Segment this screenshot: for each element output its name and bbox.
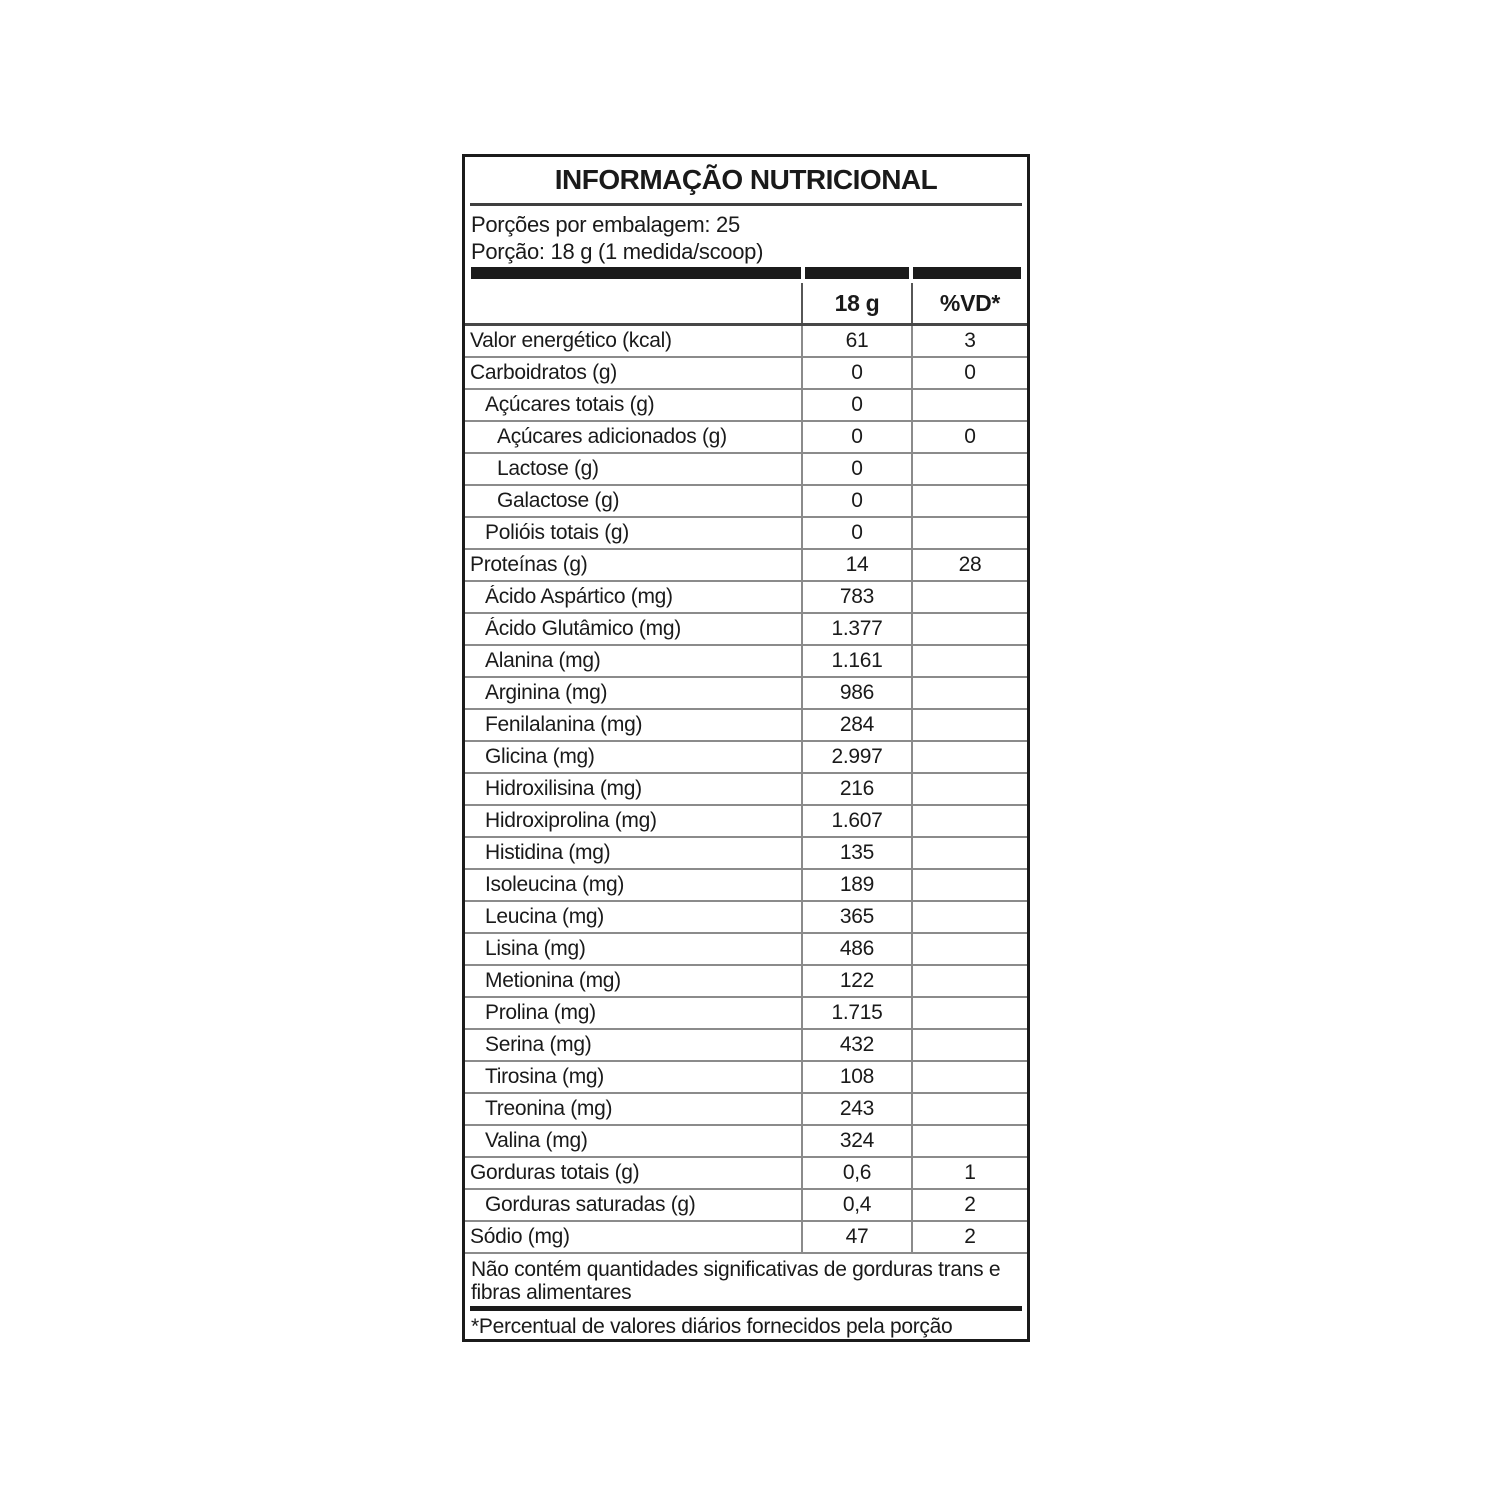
row-label: Leucina (mg) — [485, 905, 604, 929]
servings-per-package: Porções por embalagem: 25 — [471, 211, 740, 237]
row-label: Tirosina (mg) — [485, 1065, 605, 1089]
row-amount: 0 — [801, 358, 913, 388]
note-no-significant-amounts: Não contém quantidades significativas de gorduras trans e fibras alimentares — [471, 1258, 1001, 1305]
header-dv-cell: %VD* — [939, 289, 1001, 316]
row-dv — [913, 582, 1027, 612]
nutrition-facts-label — [462, 154, 1030, 1342]
table-row — [465, 326, 1027, 358]
table-row — [465, 550, 1027, 582]
row-label: Histidina (mg) — [485, 841, 611, 865]
row-dv — [913, 934, 1027, 964]
row-dv — [913, 870, 1027, 900]
separator-bar — [471, 267, 1021, 279]
row-label: Lisina (mg) — [485, 937, 586, 961]
row-dv — [913, 966, 1027, 996]
row-label: Valina (mg) — [485, 1129, 588, 1153]
table-row — [465, 806, 1027, 838]
row-dv — [913, 774, 1027, 804]
row-label: Metionina (mg) — [485, 969, 621, 993]
row-amount: 0 — [801, 454, 913, 484]
table-row — [465, 774, 1027, 806]
table-row — [465, 710, 1027, 742]
table-row — [465, 902, 1027, 934]
table-body — [465, 326, 1027, 1254]
note-daily-values: *Percentual de valores diários fornecidos pela porção — [471, 1315, 953, 1338]
row-label: Gorduras totais (g) — [470, 1161, 640, 1185]
table-row — [465, 518, 1027, 550]
row-amount: 1.161 — [801, 646, 913, 676]
row-dv — [913, 454, 1027, 484]
row-label: Fenilalanina (mg) — [485, 713, 643, 737]
row-label: Galactose (g) — [497, 489, 620, 513]
table-row — [465, 390, 1027, 422]
row-label: Serina (mg) — [485, 1033, 592, 1057]
table-row — [465, 1190, 1027, 1222]
row-amount: 0 — [801, 390, 913, 420]
row-amount: 0,6 — [801, 1158, 913, 1188]
row-amount: 2.997 — [801, 742, 913, 772]
row-amount: 14 — [801, 550, 913, 580]
row-amount: 1.377 — [801, 614, 913, 644]
row-label: Valor energético (kcal) — [470, 329, 672, 353]
row-amount: 284 — [801, 710, 913, 740]
table-row — [465, 582, 1027, 614]
row-label: Sódio (mg) — [470, 1225, 570, 1249]
row-amount: 0 — [801, 486, 913, 516]
row-dv — [913, 838, 1027, 868]
table-row — [465, 934, 1027, 966]
table-row — [465, 1030, 1027, 1062]
row-amount: 189 — [801, 870, 913, 900]
row-label: Açúcares totais (g) — [485, 393, 655, 417]
row-amount: 122 — [801, 966, 913, 996]
row-label: Alanina (mg) — [485, 649, 601, 673]
row-dv — [913, 1094, 1027, 1124]
row-dv: 0 — [964, 425, 976, 449]
row-amount: 108 — [801, 1062, 913, 1092]
table-row — [465, 998, 1027, 1030]
row-dv — [913, 998, 1027, 1028]
table-header-row — [465, 283, 1027, 327]
table-row — [465, 1062, 1027, 1094]
row-amount: 216 — [801, 774, 913, 804]
row-amount: 1.607 — [801, 806, 913, 836]
row-dv — [913, 1030, 1027, 1060]
row-dv — [913, 390, 1027, 420]
row-amount: 47 — [801, 1222, 913, 1252]
row-amount: 324 — [801, 1126, 913, 1156]
row-label: Hidroxilisina (mg) — [485, 777, 642, 801]
table-row — [465, 646, 1027, 678]
row-amount: 0 — [801, 518, 913, 548]
serving-size: Porção: 18 g (1 medida/scoop) — [471, 238, 764, 264]
row-dv — [913, 678, 1027, 708]
row-label: Isoleucina (mg) — [485, 873, 625, 897]
row-dv — [913, 902, 1027, 932]
label-title-block — [465, 157, 1027, 203]
row-label: Açúcares adicionados (g) — [497, 425, 727, 449]
row-dv: 2 — [964, 1193, 976, 1217]
row-amount: 0,4 — [801, 1190, 913, 1220]
table-row — [465, 838, 1027, 870]
table-row — [465, 422, 1027, 454]
row-dv: 28 — [958, 553, 982, 577]
row-label: Hidroxiprolina (mg) — [485, 809, 657, 833]
row-dv — [913, 1062, 1027, 1092]
table-row — [465, 1126, 1027, 1158]
row-dv — [913, 710, 1027, 740]
row-dv — [913, 518, 1027, 548]
serving-info — [465, 206, 1027, 265]
table-row — [465, 454, 1027, 486]
header-amount-cell: 18 g — [801, 283, 913, 324]
row-amount: 365 — [801, 902, 913, 932]
row-dv — [913, 742, 1027, 772]
row-amount: 0 — [801, 422, 913, 452]
row-dv — [913, 614, 1027, 644]
table-row — [465, 1094, 1027, 1126]
row-dv: 3 — [964, 329, 976, 353]
table-row — [465, 486, 1027, 518]
row-label: Ácido Aspártico (mg) — [485, 585, 673, 609]
row-dv — [913, 646, 1027, 676]
row-dv: 0 — [964, 361, 976, 385]
row-label: Arginina (mg) — [485, 681, 608, 705]
row-dv — [913, 1126, 1027, 1156]
table-row — [465, 614, 1027, 646]
row-label: Treonina (mg) — [485, 1097, 613, 1121]
row-amount: 243 — [801, 1094, 913, 1124]
row-amount: 1.715 — [801, 998, 913, 1028]
row-amount: 432 — [801, 1030, 913, 1060]
row-dv — [913, 806, 1027, 836]
row-amount: 135 — [801, 838, 913, 868]
table-row — [465, 678, 1027, 710]
row-label: Proteínas (g) — [470, 553, 588, 577]
row-dv: 1 — [964, 1161, 976, 1185]
row-amount: 61 — [801, 326, 913, 356]
separator-bar-segment — [471, 267, 801, 279]
separator-bar-segment — [805, 267, 909, 279]
row-label: Prolina (mg) — [485, 1001, 596, 1025]
row-label: Gorduras saturadas (g) — [485, 1193, 696, 1217]
row-label: Glicina (mg) — [485, 745, 595, 769]
table-row — [465, 358, 1027, 390]
table-row — [465, 1222, 1027, 1254]
row-label: Lactose (g) — [497, 457, 599, 481]
row-amount: 486 — [801, 934, 913, 964]
row-amount: 986 — [801, 678, 913, 708]
row-label: Carboidratos (g) — [470, 361, 617, 385]
row-label: Ácido Glutâmico (mg) — [485, 617, 681, 641]
table-row — [465, 870, 1027, 902]
row-amount: 783 — [801, 582, 913, 612]
table-row — [465, 966, 1027, 998]
label-title: INFORMAÇÃO NUTRICIONAL — [554, 163, 938, 195]
row-dv: 2 — [964, 1225, 976, 1249]
row-dv — [913, 486, 1027, 516]
row-label: Polióis totais (g) — [485, 521, 629, 545]
table-row — [465, 1158, 1027, 1190]
separator-bar-segment — [913, 267, 1021, 279]
table-row — [465, 742, 1027, 774]
